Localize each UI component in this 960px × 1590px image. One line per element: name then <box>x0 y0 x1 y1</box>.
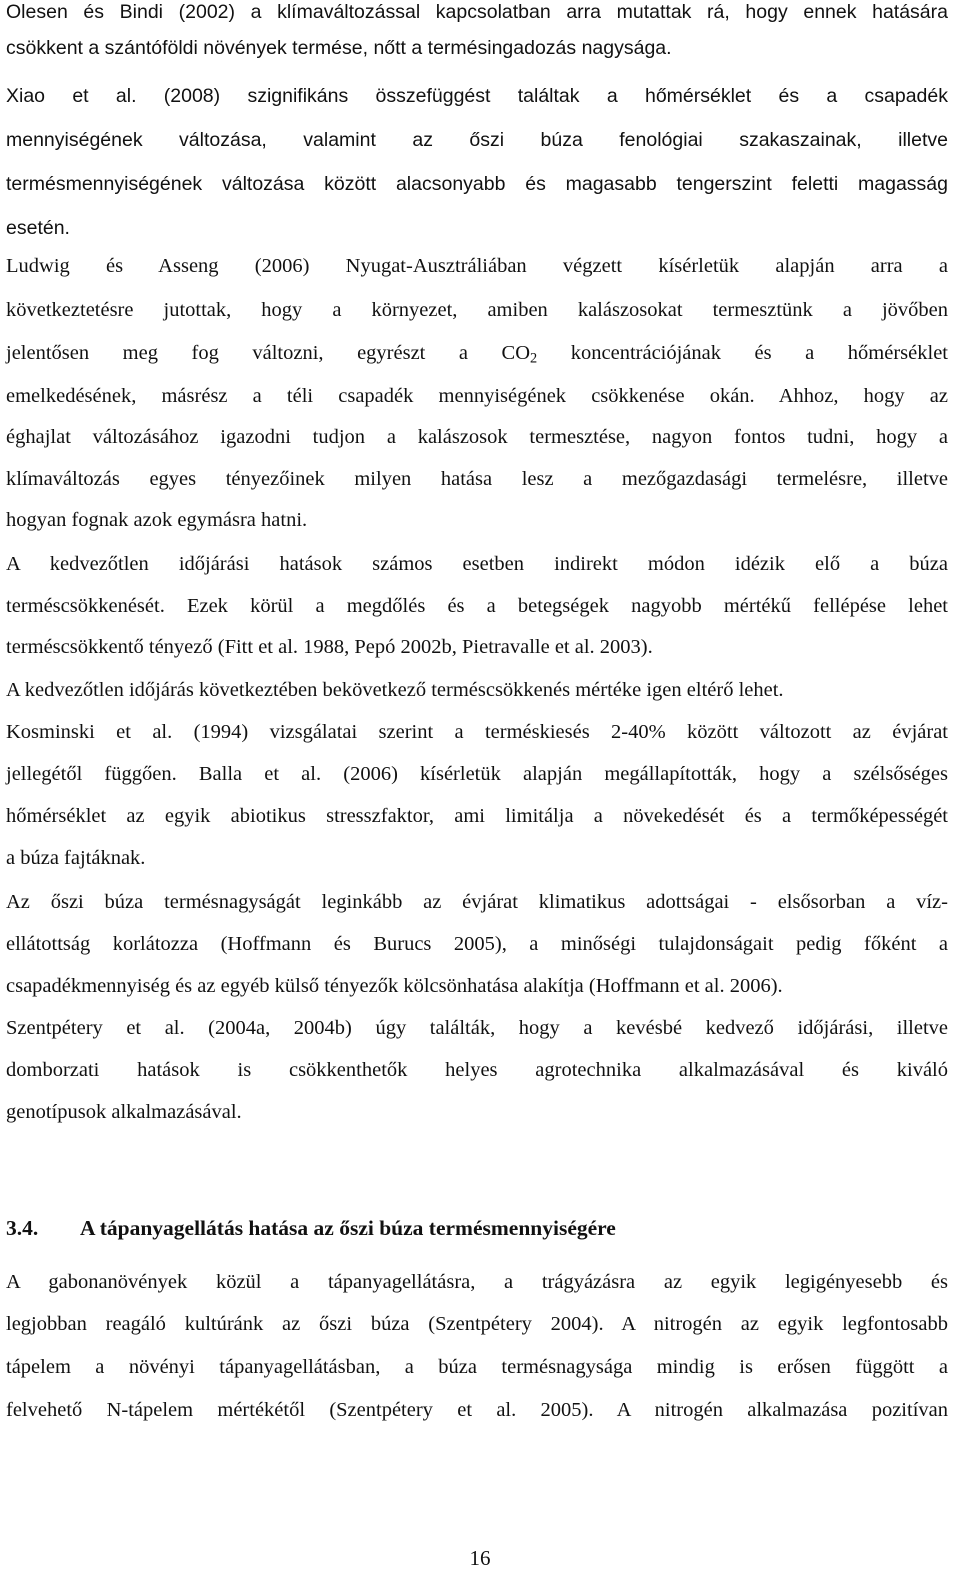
page-number: 16 <box>469 1546 491 1570</box>
section-title: A tápanyagellátás hatása az őszi búza termésmennyiségére <box>80 1216 616 1240</box>
text-line-with-subscript <box>6 339 948 367</box>
text-line: A gabonanövények közül a tápanyagellátásra, a trágyázásra az egyik legigényesebb és <box>6 1271 948 1293</box>
text-line: következtetésre jutottak, hogy a környezet, amiben kalászosokat termesztünk a jövőben <box>6 299 948 321</box>
text-line: Ludwig és Asseng (2006) Nyugat-Ausztráliában végzett kísérletük alapján arra a <box>6 255 948 277</box>
text-line: felvehető N-tápelem mértékétől (Szentpétery et al. 2005). A nitrogén alkalmazása pozitívan <box>6 1399 948 1421</box>
text-line: A kedvezőtlen időjárás következtében bekövetkező terméscsökkenés mértéke igen eltérő lehet. <box>6 679 784 701</box>
text-line: genotípusok alkalmazásával. <box>6 1101 242 1123</box>
text-line: hogyan fognak azok egymásra hatni. <box>6 509 308 531</box>
text-line: emelkedésének, másrész a téli csapadék mennyiségének csökkenése okán. Ahhoz, hogy az <box>6 385 948 407</box>
text-line: klímaváltozás egyes tényezőinek milyen hatása lesz a mezőgazdasági termelésre, illetve <box>6 468 948 490</box>
text-line: Az őszi búza termésnagyságát leginkább az évjárat klimatikus adottságai - elsősorban a víz- <box>6 891 948 913</box>
text-line: terméscsökkentő tényező (Fitt et al. 1988, Pepó 2002b, Pietravalle et al. 2003). <box>6 636 653 658</box>
text-line: esetén. <box>6 217 70 239</box>
section-heading <box>6 1214 616 1242</box>
text-line: csapadékmennyiség és az egyéb külső tényezők kölcsönhatása alakítja (Hoffmann et al. 2006). <box>6 975 783 997</box>
subscript-2: 2 <box>530 350 538 367</box>
text-line: ellátottság korlátozza (Hoffmann és Burucs 2005), a minőségi tulajdonságait pedig főként a <box>6 933 948 955</box>
text-segment: jelentősen meg fog változni, egyrészt a CO <box>6 342 531 364</box>
text-line: hőmérséklet az egyik abiotikus stresszfaktor, ami limitálja a növekedését és a termőképességét <box>6 805 948 827</box>
text-line: legjobban reagáló kultúránk az őszi búza (Szentpétery 2004). A nitrogén az egyik legfontosabb <box>6 1313 948 1335</box>
text-line: tápelem a növényi tápanyagellátásban, a búza termésnagysága mindig is erősen függött a <box>6 1356 948 1378</box>
text-line: éghajlat változásához igazodni tudjon a kalászosok termesztése, nagyon fontos tudni, hogy a <box>6 426 948 448</box>
text-line: mennyiségének változása, valamint az őszi búza fenológiai szakaszainak, illetve <box>6 129 948 151</box>
text-line: Kosminski et al. (1994) vizsgálatai szerint a terméskiesés 2-40% között változott az évjárat <box>6 721 948 743</box>
text-line: csökkent a szántóföldi növények termése, nőtt a termésingadozás nagysága. <box>6 37 672 59</box>
section-number: 3.4. <box>6 1216 39 1240</box>
text-line: Xiao et al. (2008) szignifikáns összefüggést találtak a hőmérséklet és a csapadék <box>6 85 948 107</box>
text-line: a búza fajtáknak. <box>6 847 146 869</box>
text-segment: koncentrációjának és a hőmérséklet <box>537 342 948 364</box>
text-line: Szentpétery et al. (2004a, 2004b) úgy találták, hogy a kevésbé kedvező időjárási, illetve <box>6 1017 948 1039</box>
text-line: domborzati hatások is csökkenthetők helyes agrotechnika alkalmazásával és kiváló <box>6 1059 948 1081</box>
text-line: A kedvezőtlen időjárási hatások számos esetben indirekt módon idézik elő a búza <box>6 553 948 575</box>
text-line: Olesen és Bindi (2002) a klímaváltozással kapcsolatban arra mutattak rá, hogy ennek hatására <box>6 1 948 23</box>
text-line: termésmennyiségének változása között alacsonyabb és magasabb tengerszint feletti magasság <box>6 173 948 195</box>
text-line: terméscsökkenését. Ezek körül a megdőlés és a betegségek nagyobb mértékű fellépése lehet <box>6 595 948 617</box>
text-line: jellegétől függően. Balla et al. (2006) kísérletük alapján megállapították, hogy a szélsőséges <box>6 763 948 785</box>
